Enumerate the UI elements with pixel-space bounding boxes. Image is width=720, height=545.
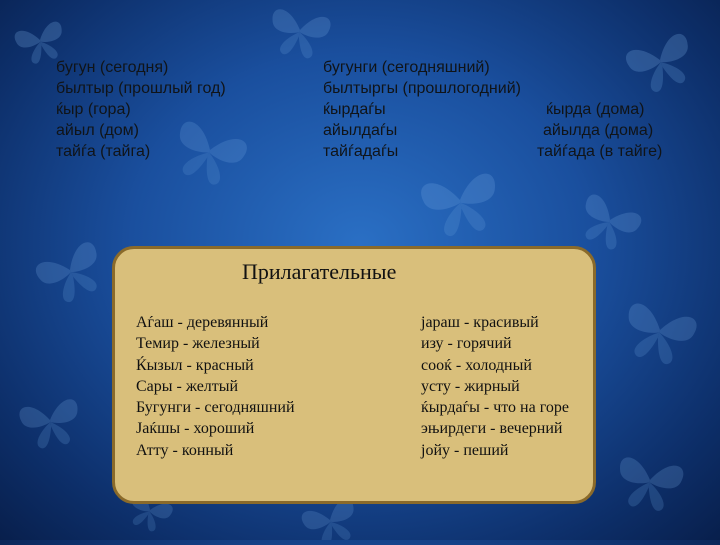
list-item: изу - горячий: [421, 335, 512, 353]
list-item: јойу - пеший: [421, 441, 509, 459]
left-word-list: [136, 312, 295, 461]
list-item: Ќызыл - красный: [136, 356, 254, 374]
list-item: Атту - конный: [136, 441, 234, 459]
row4-col2: айылдаѓы: [323, 122, 398, 139]
butterfly-icon: [624, 32, 700, 99]
row4-col3: айылда (дома): [543, 122, 654, 139]
butterfly-icon: [572, 192, 644, 256]
row5-col2: тайѓадаѓы: [323, 143, 399, 160]
list-item: Темир - железный: [136, 335, 260, 353]
row1-col1: бугун (сегодня): [56, 59, 169, 76]
right-word-list: [421, 312, 569, 461]
list-item: Сары - желтый: [136, 377, 239, 395]
row3-col1: ќыр (гора): [56, 101, 131, 118]
list-item: Аѓаш - деревянный: [136, 314, 269, 331]
list-item: Бугунги - сегодняшний: [136, 399, 295, 417]
list-item: ќырдаѓы - что на горе: [421, 399, 569, 417]
row5-col3: тайѓада (в тайге): [537, 143, 663, 160]
row2-col1: былтыр (прошлый год): [56, 80, 226, 97]
list-item: усту - жирный: [421, 377, 520, 395]
row2-col2: былтыргы (прошлогодний): [323, 80, 521, 97]
row3-col3: ќырда (дома): [546, 101, 645, 118]
list-item: сооќ - холодный: [421, 356, 532, 374]
butterfly-icon: [18, 398, 83, 451]
list-item: Јаќшы - хороший: [136, 420, 255, 438]
list-item: эњирдеги - вечерний: [421, 420, 563, 438]
butterfly-icon: [167, 119, 250, 191]
row3-col2: ќырдаѓы: [323, 101, 386, 118]
butterfly-icon: [33, 240, 111, 310]
butterfly-icon: [618, 302, 698, 370]
butterfly-icon: [267, 8, 332, 61]
row4-col1: айыл (дом): [56, 122, 140, 139]
panel-title: Прилагательные: [242, 259, 397, 284]
list-item: јараш - красивый: [421, 314, 539, 331]
butterfly-icon: [613, 456, 684, 514]
row1-col2: бугунги (сегодняшний): [323, 59, 490, 76]
adjectives-panel: [112, 246, 596, 504]
row5-col1: тайѓа (тайга): [56, 143, 151, 160]
butterfly-icon: [420, 172, 503, 240]
